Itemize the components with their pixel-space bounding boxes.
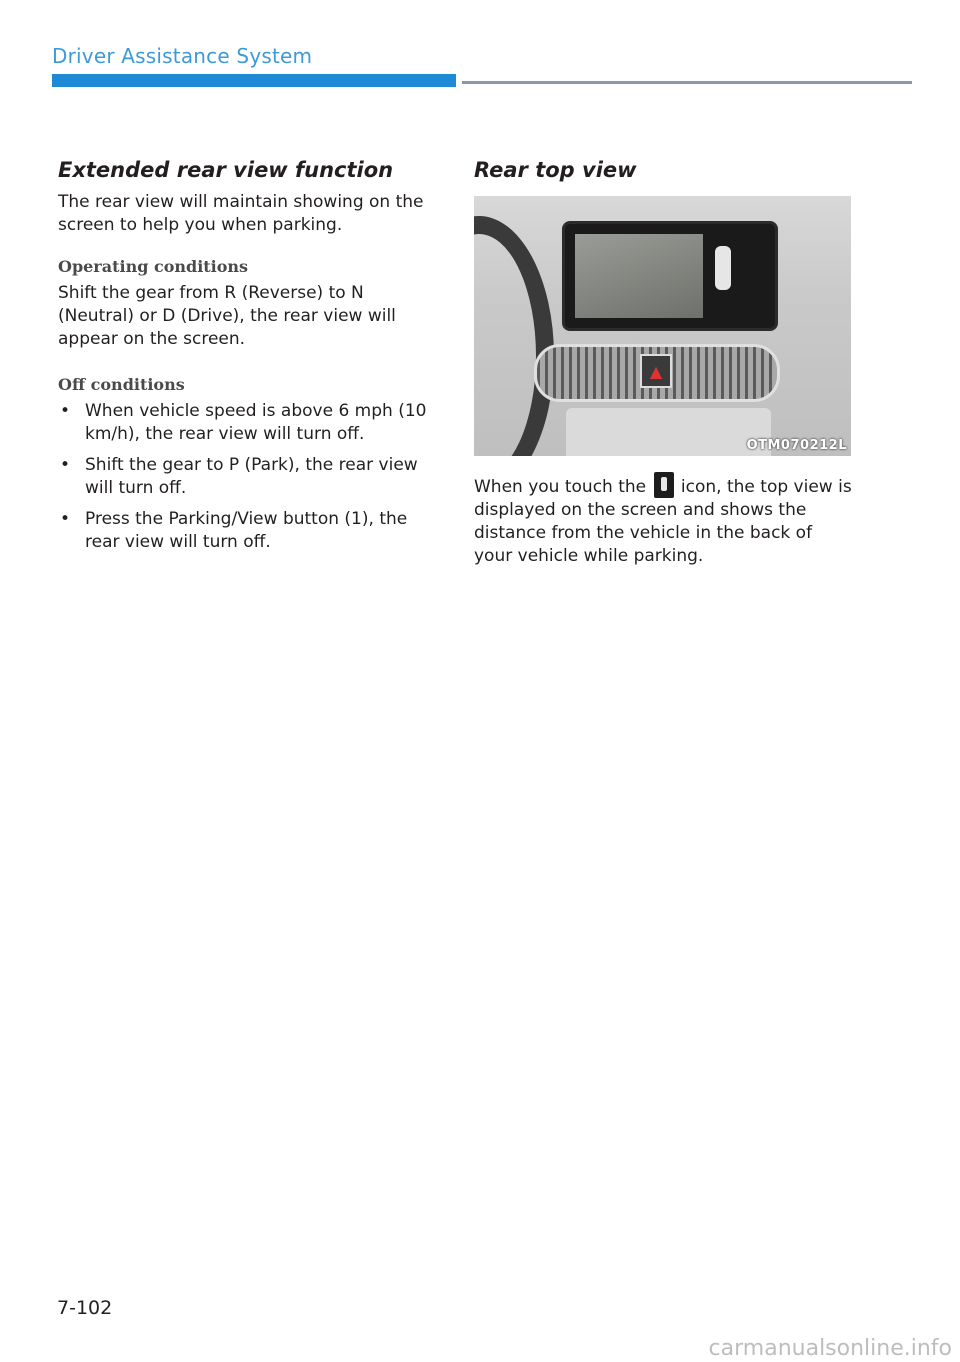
rear-top-view-heading: Rear top view <box>474 158 637 182</box>
extended-rear-view-intro: The rear view will maintain showing on the screen to help you when parking. <box>58 192 424 235</box>
bullet-icon: • <box>60 509 71 529</box>
page-number: 7-102 <box>57 1297 113 1319</box>
watermark: carmanualsonline.info <box>708 1336 952 1361</box>
left-column <box>58 158 440 562</box>
top-view-icon <box>654 472 674 498</box>
center-console <box>566 408 771 456</box>
section-header-title: Driver Assistance System <box>52 44 313 68</box>
rear-camera-view <box>575 234 703 318</box>
header-rule-grey <box>462 81 912 84</box>
operating-conditions-text: Shift the gear from R (Reverse) to N (Neutral) or D (Drive), the rear view will appear on the screen. <box>58 283 396 349</box>
photo-code: OTM070212L <box>746 438 847 453</box>
extended-rear-view-heading: Extended rear view function <box>58 158 394 182</box>
list-item: • When vehicle speed is above 6 mph (10 km/h), the rear view will turn off. <box>60 401 427 444</box>
bullet-icon: • <box>60 401 71 421</box>
steering-wheel <box>474 216 554 456</box>
operating-conditions-heading: Operating conditions <box>58 257 249 276</box>
bullet-icon: • <box>60 455 71 475</box>
off-conditions-list <box>58 400 440 554</box>
header-rule-blue <box>52 74 456 87</box>
off-conditions-heading: Off conditions <box>58 375 185 394</box>
list-item: • Press the Parking/View button (1), the rear view will turn off. <box>60 509 408 552</box>
list-item: • Shift the gear to P (Park), the rear view will turn off. <box>60 455 418 498</box>
dashboard-photo <box>474 196 851 456</box>
rear-top-view-text: When you touch the icon, the top view is displayed on the screen and shows the distance from the vehicle in the back of your vehicle while parking. <box>474 472 854 568</box>
top-view-car-icon <box>715 246 731 290</box>
hazard-button-icon: ▲ <box>640 354 672 388</box>
right-column <box>474 158 854 568</box>
infotainment-screen <box>562 221 778 331</box>
